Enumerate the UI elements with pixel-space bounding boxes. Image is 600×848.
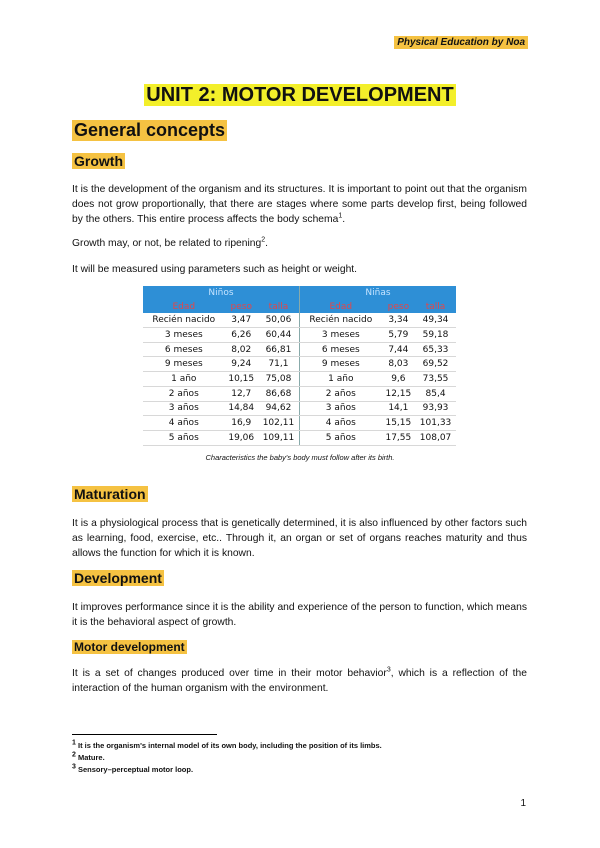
cell-age: 3 años (143, 401, 225, 416)
cell-weight: 14,1 (382, 401, 415, 416)
footnotes (72, 740, 382, 776)
cell-age: Recién nacido (299, 313, 381, 327)
cell-height: 71,1 (258, 357, 300, 372)
cell-height: 73,55 (415, 372, 456, 387)
table-caption: Characteristics the baby's body must follow after its birth. (205, 453, 395, 462)
table-row (143, 357, 456, 372)
cell-weight: 16,9 (225, 416, 258, 431)
cell-age: 1 año (299, 372, 381, 387)
growth-paragraph-3: It will be measured using parameters such as height or weight. (72, 264, 358, 275)
cell-height: 59,18 (415, 328, 456, 343)
table-row (143, 386, 456, 401)
table-row (143, 313, 456, 327)
cell-weight: 8,02 (225, 342, 258, 357)
cell-height: 60,44 (258, 328, 300, 343)
cell-weight: 12,7 (225, 386, 258, 401)
heading-growth: Growth (74, 153, 123, 169)
development-paragraph: It improves performance since it is the ability and experience of the person to function, which means it is the behavioral aspect of growth. (72, 602, 528, 628)
cell-weight: 14,84 (225, 401, 258, 416)
table-row (143, 342, 456, 357)
cell-height: 65,33 (415, 342, 456, 357)
header-tag: Physical Education by Noa (394, 36, 528, 49)
cell-weight: 7,44 (382, 342, 415, 357)
cell-weight: 8,03 (382, 357, 415, 372)
cell-age: 3 meses (143, 328, 225, 343)
cell-age: Recién nacido (143, 313, 225, 327)
cell-weight: 19,06 (225, 430, 258, 445)
page-number: 1 (520, 798, 526, 809)
cell-age: 4 años (143, 416, 225, 431)
growth-paragraph-1: It is the development of the organism and its structures. It is important to point out that the organism does not grow proportionally, that there are stages where some parts develop first, being followed by the others. This entire process affects the body schema$^1$. (72, 184, 527, 225)
table-row (143, 372, 456, 387)
cell-age: 1 año (143, 372, 225, 387)
cell-weight: 9,6 (382, 372, 415, 387)
cell-weight: 3,34 (382, 313, 415, 327)
cell-height: 102,11 (258, 416, 300, 431)
col-age-boys: Edad (143, 300, 225, 314)
growth-table (143, 286, 456, 446)
cell-weight: 17,55 (382, 430, 415, 445)
footnote-divider (72, 734, 217, 735)
col-height-girls: talla (415, 300, 456, 314)
motor-development-paragraph: It is a set of changes produced over time in their motor behavior$^3$, which is a reflection of the interaction of the human organism with the environment. (72, 666, 527, 694)
growth-paragraph-2: Growth may, or not, be related to ripening$^2$. (72, 236, 269, 249)
cell-weight: 5,79 (382, 328, 415, 343)
cell-age: 2 años (143, 386, 225, 401)
cell-height: 66,81 (258, 342, 300, 357)
heading-general-concepts: General concepts (74, 120, 226, 140)
table-row (143, 401, 456, 416)
col-weight-boys: peso (225, 300, 258, 314)
table-row (143, 430, 456, 445)
cell-height: 86,68 (258, 386, 300, 401)
cell-age: 5 años (143, 430, 225, 445)
col-age-girls: Edad (299, 300, 381, 314)
cell-weight: 6,26 (225, 328, 258, 343)
cell-height: 108,07 (415, 430, 456, 445)
table-row (143, 328, 456, 343)
cell-height: 109,11 (258, 430, 300, 445)
cell-height: 49,34 (415, 313, 456, 327)
cell-height: 75,08 (258, 372, 300, 387)
cell-weight: 9,24 (225, 357, 258, 372)
cell-age: 6 meses (299, 342, 381, 357)
table-group-girls: Niñas (299, 286, 456, 300)
footnote-1: $^1$ It is the organism's internal model of its own body, including the position of its limbs. (72, 739, 382, 750)
cell-height: 69,52 (415, 357, 456, 372)
cell-height: 85,4 (415, 386, 456, 401)
cell-weight: 12,15 (382, 386, 415, 401)
table-group-boys: Niños (143, 286, 299, 300)
cell-weight: 15,15 (382, 416, 415, 431)
cell-height: 93,93 (415, 401, 456, 416)
cell-height: 101,33 (415, 416, 456, 431)
cell-age: 4 años (299, 416, 381, 431)
cell-age: 9 meses (143, 357, 225, 372)
cell-age: 3 años (299, 401, 381, 416)
cell-age: 3 meses (299, 328, 381, 343)
page-title: UNIT 2: MOTOR DEVELOPMENT (146, 84, 454, 106)
cell-weight: 3,47 (225, 313, 258, 327)
col-height-boys: talla (258, 300, 300, 314)
footnote-3: $^3$ Sensory–perceptual motor loop. (72, 763, 194, 774)
footnote-2: $^2$ Mature. (72, 751, 105, 762)
cell-age: 9 meses (299, 357, 381, 372)
cell-height: 50,06 (258, 313, 300, 327)
cell-age: 5 años (299, 430, 381, 445)
cell-height: 94,62 (258, 401, 300, 416)
heading-development: Development (74, 570, 162, 586)
cell-age: 2 años (299, 386, 381, 401)
table-row (143, 416, 456, 431)
heading-maturation: Maturation (74, 486, 146, 502)
cell-weight: 10,15 (225, 372, 258, 387)
cell-age: 6 meses (143, 342, 225, 357)
heading-motor-development: Motor development (74, 640, 185, 654)
col-weight-girls: peso (382, 300, 415, 314)
maturation-paragraph: It is a physiological process that is genetically determined, it is also influenced by other factors such as learning, food, exercise, etc.. Through it, an organ or set of organs reaches maturity and thus allows the function for which it is known. (72, 518, 527, 559)
